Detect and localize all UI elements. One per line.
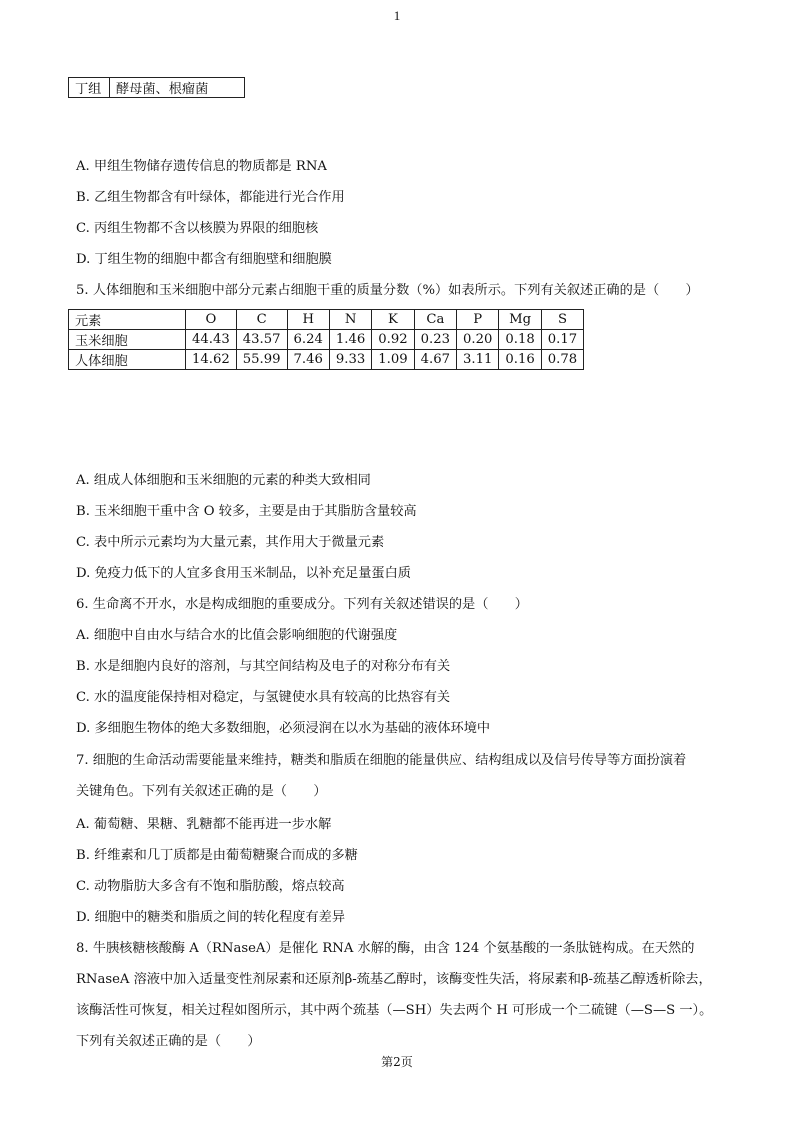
q7-stem-line1: 7. 细胞的生命活动需要能量来维持，糖类和脂质在细胞的能量供应、结构组成以及信号传导等方面扮演着: [76, 753, 687, 768]
q4-option-a: A. 甲组生物储存遗传信息的物质都是 RNA: [76, 159, 327, 174]
organisms-cell: 酵母菌、根瘤菌: [110, 78, 245, 98]
element-table: [68, 309, 584, 370]
table-cell: 玉米细胞: [69, 330, 186, 350]
q6-option-a: A. 细胞中自由水与结合水的比值会影响细胞的代谢强度: [76, 628, 398, 643]
q8-line3: 该酶活性可恢复，相关过程如图所示，其中两个巯基（—SH）失去两个 H 可形成一个二硫键（—S—S 一）。: [76, 1003, 713, 1018]
table-cell: 7.46: [287, 350, 329, 370]
q7-option-d: D. 细胞中的糖类和脂质之间的转化程度有差异: [76, 910, 346, 925]
q7-stem-line2: 关键角色。下列有关叙述正确的是（ ）: [76, 784, 327, 799]
table-cell: 43.57: [236, 330, 287, 350]
q7-option-b: B. 纤维素和几丁质都是由葡萄糖聚合而成的多糖: [76, 848, 358, 863]
table-header-cell: 元素: [69, 310, 186, 330]
table-cell: 9.33: [329, 350, 371, 370]
page-footer: 第2页: [381, 1055, 413, 1069]
table-cell: 6.24: [287, 330, 329, 350]
group-table: [68, 77, 245, 98]
table-cell: 0.17: [541, 330, 583, 350]
table-cell: 0.92: [372, 330, 414, 350]
page-number: 1: [393, 8, 401, 23]
q4-option-b: B. 乙组生物都含有叶绿体，都能进行光合作用: [76, 190, 345, 205]
table-cell: 人体细胞: [69, 350, 186, 370]
q7-option-c: C. 动物脂肪大多含有不饱和脂肪酸，熔点较高: [76, 879, 345, 894]
q5-option-c: C. 表中所示元素均为大量元素，其作用大于微量元素: [76, 535, 385, 550]
q6-stem: 6. 生命离不开水，水是构成细胞的重要成分。下列有关叙述错误的是（ ）: [76, 597, 528, 612]
table-cell: 1.09: [372, 350, 414, 370]
table-cell: 4.67: [414, 350, 456, 370]
table-cell: 0.18: [499, 330, 541, 350]
table-row: [69, 78, 245, 98]
table-cell: 0.78: [541, 350, 583, 370]
table-header-cell: N: [329, 310, 371, 330]
table-header-cell: Mg: [499, 310, 541, 330]
table-cell: 44.43: [186, 330, 237, 350]
table-header-cell: O: [186, 310, 237, 330]
q8-line4: 下列有关叙述正确的是（ ）: [76, 1034, 261, 1049]
table-cell: 3.11: [457, 350, 499, 370]
table-cell: 0.23: [414, 330, 456, 350]
table-header-cell: Ca: [414, 310, 456, 330]
table-header-cell: C: [236, 310, 287, 330]
q5-option-b: B. 玉米细胞干重中含 O 较多，主要是由于其脂肪含量较高: [76, 504, 417, 519]
q6-option-c: C. 水的温度能保持相对稳定，与氢键使水具有较高的比热容有关: [76, 690, 451, 705]
q8-line1: 8. 牛胰核糖核酸酶 A（RNaseA）是催化 RNA 水解的酶，由含 124 个氨基酸的一条肽链构成。在天然的: [76, 941, 695, 956]
table-header-cell: S: [541, 310, 583, 330]
q6-option-b: B. 水是细胞内良好的溶剂，与其空间结构及电子的对称分布有关: [76, 659, 451, 674]
group-cell: 丁组: [69, 78, 110, 98]
table-cell: 1.46: [329, 330, 371, 350]
q8-line2: RNaseA 溶液中加入适量变性剂尿素和还原剂β-巯基乙醇时，该酶变性失活，将尿素和β-巯基乙醇透析除去，: [76, 972, 712, 987]
q7-option-a: A. 葡萄糖、果糖、乳糖都不能再进一步水解: [76, 817, 332, 832]
table-row: [69, 330, 584, 350]
table-row: [69, 350, 584, 370]
q5-option-a: A. 组成人体细胞和玉米细胞的元素的种类大致相同: [76, 473, 371, 488]
table-cell: 0.20: [457, 330, 499, 350]
table-cell: 14.62: [186, 350, 237, 370]
q5-option-d: D. 免疫力低下的人宜多食用玉米制品，以补充足量蛋白质: [76, 566, 411, 581]
table-cell: 55.99: [236, 350, 287, 370]
q4-option-c: C. 丙组生物都不含以核膜为界限的细胞核: [76, 221, 319, 236]
q4-option-d: D. 丁组生物的细胞中都含有细胞壁和细胞膜: [76, 252, 332, 267]
table-header-cell: K: [372, 310, 414, 330]
q5-stem: 5. 人体细胞和玉米细胞中部分元素占细胞干重的质量分数（%）如表所示。下列有关叙述正确的是（ ）: [76, 283, 699, 298]
q6-option-d: D. 多细胞生物体的绝大多数细胞，必须浸润在以水为基础的液体环境中: [76, 721, 491, 736]
table-header-row: [69, 310, 584, 330]
table-header-cell: P: [457, 310, 499, 330]
table-cell: 0.16: [499, 350, 541, 370]
table-header-cell: H: [287, 310, 329, 330]
